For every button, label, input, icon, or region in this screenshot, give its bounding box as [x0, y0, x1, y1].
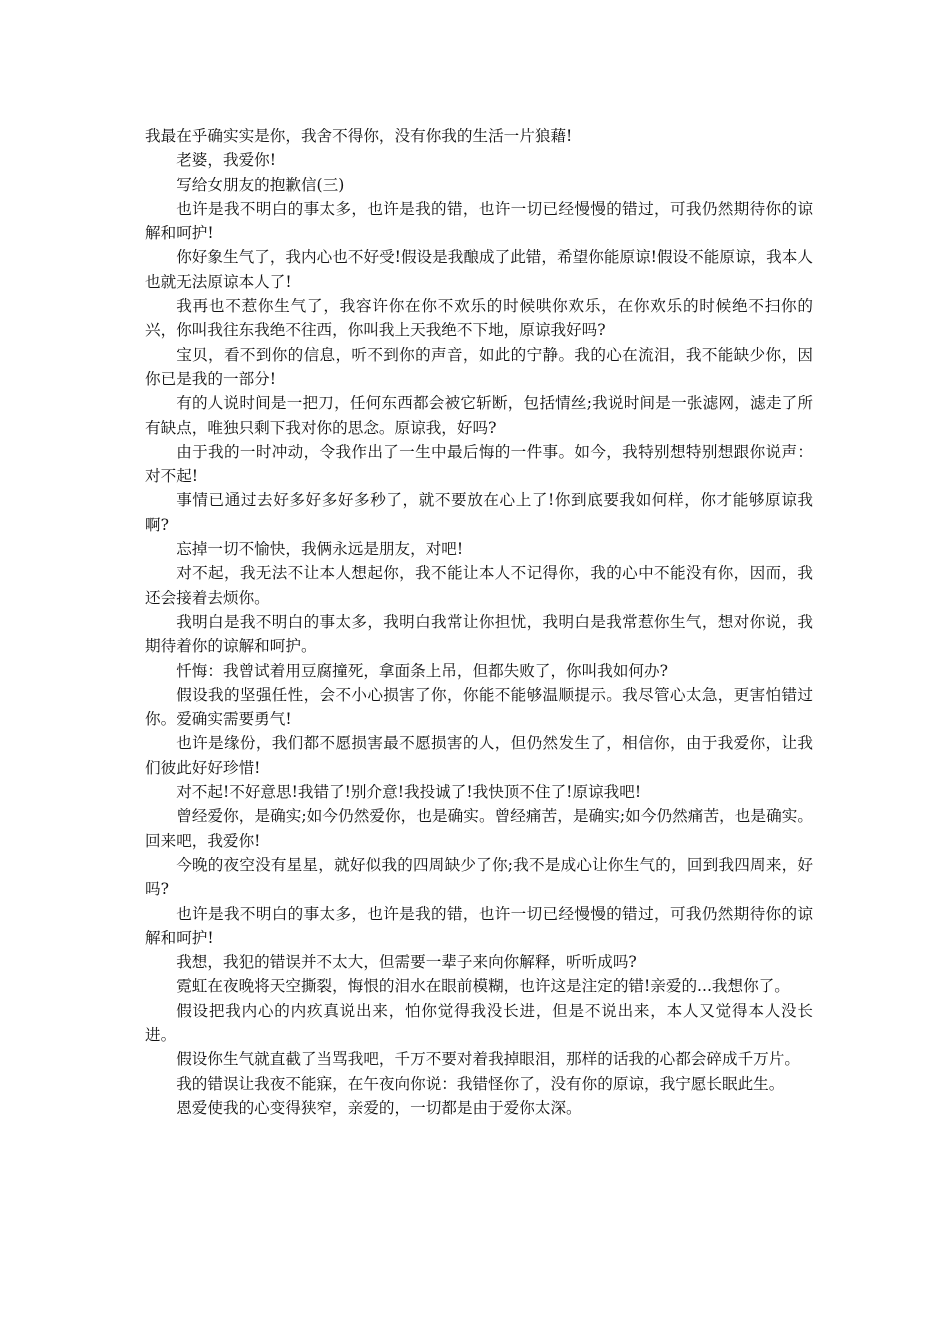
- paragraph: 由于我的一时冲动，令我作出了一生中最后悔的一件事。如今，我特别想特别想跟你说声：对不起!: [145, 442, 813, 486]
- paragraph: 今晚的夜空没有星星，就好似我的四周缺少了你;我不是成心让你生气的，回到我四周来，好吗?: [145, 855, 813, 899]
- paragraph: 假设把我内心的内疚真说出来，怕你觉得我没长进，但是不说出来，本人又觉得本人没长进。: [145, 1001, 813, 1044]
- paragraph: 也许是我不明白的事太多，也许是我的错，也许一切已经慢慢的错过，可我仍然期待你的谅解和呵护!: [145, 199, 813, 243]
- paragraph: 我明白是我不明白的事太多，我明白我常让你担忧，我明白是我常惹你生气，想对你说，我期待着你的谅解和呵护。: [145, 612, 813, 656]
- paragraph: 我再也不惹你生气了，我容许你在你不欢乐的时候哄你欢乐，在你欢乐的时候绝不扫你的兴，你叫我往东我绝不往西，你叫我上天我绝不下地，原谅我好吗?: [145, 297, 813, 340]
- paragraph: 也许是缘份，我们都不愿损害最不愿损害的人，但仍然发生了，相信你，由于我爱你，让我们彼此好好珍惜!: [145, 734, 813, 777]
- paragraph: 假设你生气就直截了当骂我吧，千万不要对着我掉眼泪，那样的话我的心都会碎成千万片。: [176, 1050, 800, 1069]
- paragraph: 我的错误让我夜不能寐，在午夜向你说：我错怪你了，没有你的原谅，我宁愿长眠此生。: [176, 1074, 785, 1093]
- paragraph: 我最在乎确实实是你，我舍不得你，没有你我的生活一片狼藉!: [145, 127, 573, 145]
- paragraph: 你好象生气了，我内心也不好受!假设是我酿成了此错，希望你能原谅!假设不能原谅，我本人也就无法原谅本人了!: [145, 248, 813, 291]
- paragraph: 事情已通过去好多好多好多秒了，就不要放在心上了!你到底要我如何样，你才能够原谅我啊?: [145, 491, 813, 534]
- paragraph: 恩爱使我的心变得狭窄，亲爱的，一切都是由于爱你太深。: [176, 1098, 582, 1117]
- paragraph: 宝贝，看不到你的信息，听不到你的声音，如此的宁静。我的心在流泪，我不能缺少你，因你已是我的一部分!: [145, 345, 813, 388]
- paragraph: 有的人说时间是一把刀，任何东西都会被它斩断，包括情丝;我说时间是一张滤网，滤走了所有缺点，唯独只剩下我对你的思念。原谅我，好吗?: [145, 394, 813, 437]
- paragraph: 忘掉一切不愉快，我俩永远是朋友，对吧!: [176, 540, 464, 559]
- paragraph: 曾经爱你，是确实;如今仍然爱你，也是确实。曾经痛苦，是确实;如今仍然痛苦，也是确实。回来吧，我爱你!: [145, 807, 813, 850]
- section-title: 写给女朋友的抱歉信(三): [176, 175, 345, 194]
- paragraph: 对不起!不好意思!我错了!别介意!我投诚了!我快顶不住了!原谅我吧!: [176, 783, 642, 802]
- document-body: [145, 124, 813, 1120]
- paragraph: 老婆，我爱你!: [176, 151, 277, 170]
- paragraph: 假设我的坚强任性，会不小心损害了你，你能不能够温顺提示。我尽管心太急，更害怕错过你。爱确实需要勇气!: [145, 685, 813, 729]
- paragraph: 忏悔：我曾试着用豆腐撞死，拿面条上吊，但都失败了，你叫我如何办?: [176, 661, 668, 680]
- paragraph: 对不起，我无法不让本人想起你，我不能让本人不记得你，我的心中不能没有你，因而，我还会接着去烦你。: [145, 564, 813, 607]
- paragraph: 也许是我不明白的事太多，也许是我的错，也许一切已经慢慢的错过，可我仍然期待你的谅解和呵护!: [145, 904, 813, 947]
- paragraph: 我想，我犯的错误并不太大，但需要一辈子来向你解释，听听成吗?: [176, 953, 637, 972]
- paragraph: 霓虹在夜晚将天空撕裂，悔恨的泪水在眼前模糊，也许这是注定的错!亲爱的...我想你了。: [176, 977, 790, 996]
